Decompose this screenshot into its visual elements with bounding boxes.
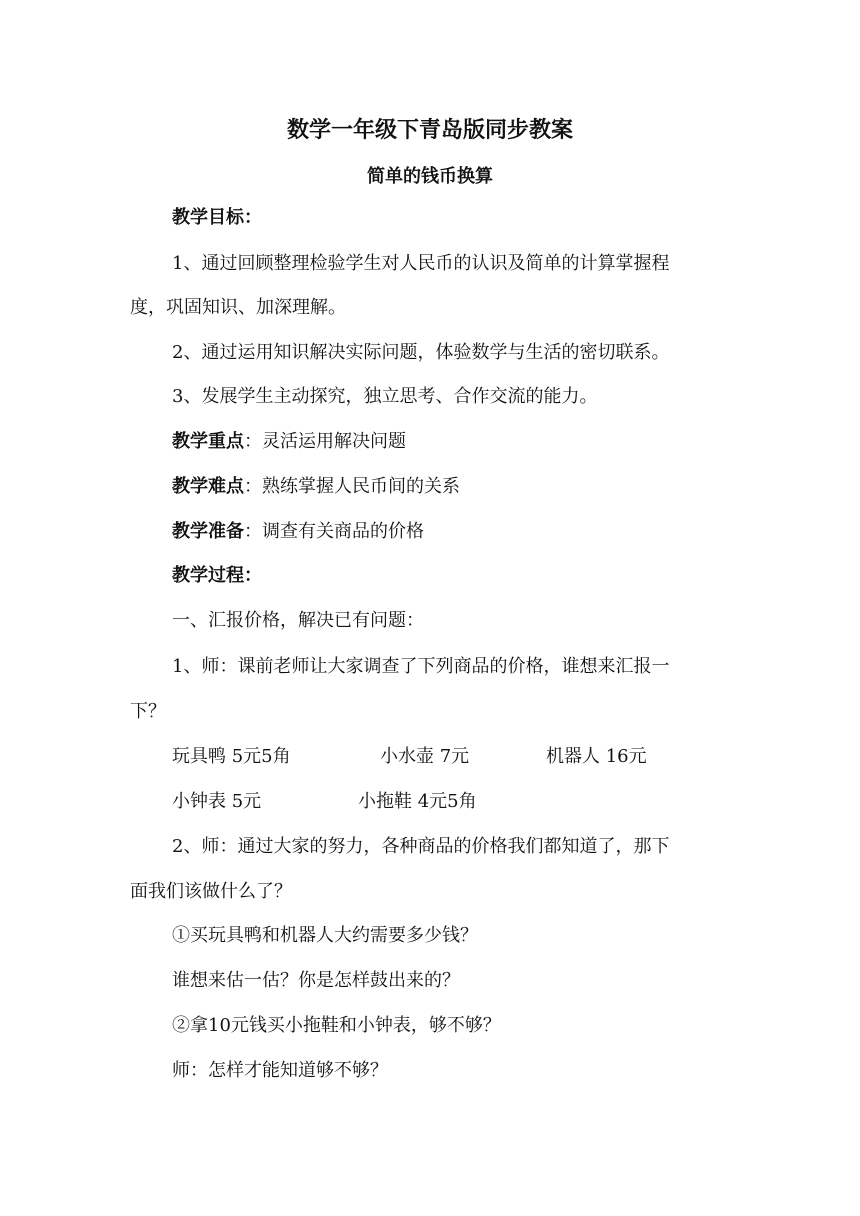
difficulty-point: [172, 475, 460, 499]
problem-2: ②拿10元钱买小拖鞋和小钟表，够不够？: [172, 1015, 501, 1036]
problem-1: ①买玩具鸭和机器人大约需要多少钱？: [172, 925, 478, 946]
process-heading: 教学过程：: [172, 565, 262, 586]
price-item: 机器人 16元: [546, 746, 647, 767]
key-point: [172, 430, 406, 454]
price-item: 小钟表 5元: [172, 791, 262, 812]
difficulty-text: ：熟练掌握人民币间的关系: [244, 476, 460, 497]
preparation-label: 教学准备: [172, 521, 244, 542]
section-1-heading: 一、汇报价格，解决已有问题：: [172, 610, 424, 631]
price-item: 小拖鞋 4元5角: [358, 791, 477, 812]
question-1-line-2: 下？: [130, 701, 166, 722]
price-item: 玩具鸭 5元5角: [172, 746, 291, 767]
difficulty-label: 教学难点: [172, 476, 244, 497]
preparation-text: ：调查有关商品的价格: [244, 521, 424, 542]
key-point-label: 教学重点: [172, 431, 244, 452]
goal-2: 2、通过运用知识解决实际问题，体验数学与生活的密切联系。: [172, 342, 670, 363]
goal-1-line-2: 度，巩固知识、加深理解。: [130, 297, 346, 318]
goals-heading: 教学目标：: [172, 207, 262, 228]
preparation: [172, 520, 424, 544]
goal-3: 3、发展学生主动探究，独立思考、合作交流的能力。: [172, 386, 598, 407]
question-1-line-1: 1、师：课前老师让大家调查了下列商品的价格，谁想来汇报一: [172, 656, 670, 677]
question-2-line-2: 面我们该做什么了？: [130, 881, 292, 902]
document-subtitle: 简单的钱币换算: [367, 166, 493, 187]
problem-2-followup: 师：怎样才能知道够不够？: [172, 1060, 388, 1081]
document-title: 数学一年级下青岛版同步教案: [286, 118, 573, 143]
price-item: 小水壶 7元: [380, 746, 470, 767]
key-point-text: ：灵活运用解决问题: [244, 431, 406, 452]
goal-1-line-1: 1、通过回顾整理检验学生对人民币的认识及简单的计算掌握程: [172, 253, 670, 274]
problem-1-followup: 谁想来估一估？你是怎样鼓出来的？: [172, 970, 460, 991]
question-2-line-1: 2、师：通过大家的努力，各种商品的价格我们都知道了，那下: [172, 836, 670, 857]
